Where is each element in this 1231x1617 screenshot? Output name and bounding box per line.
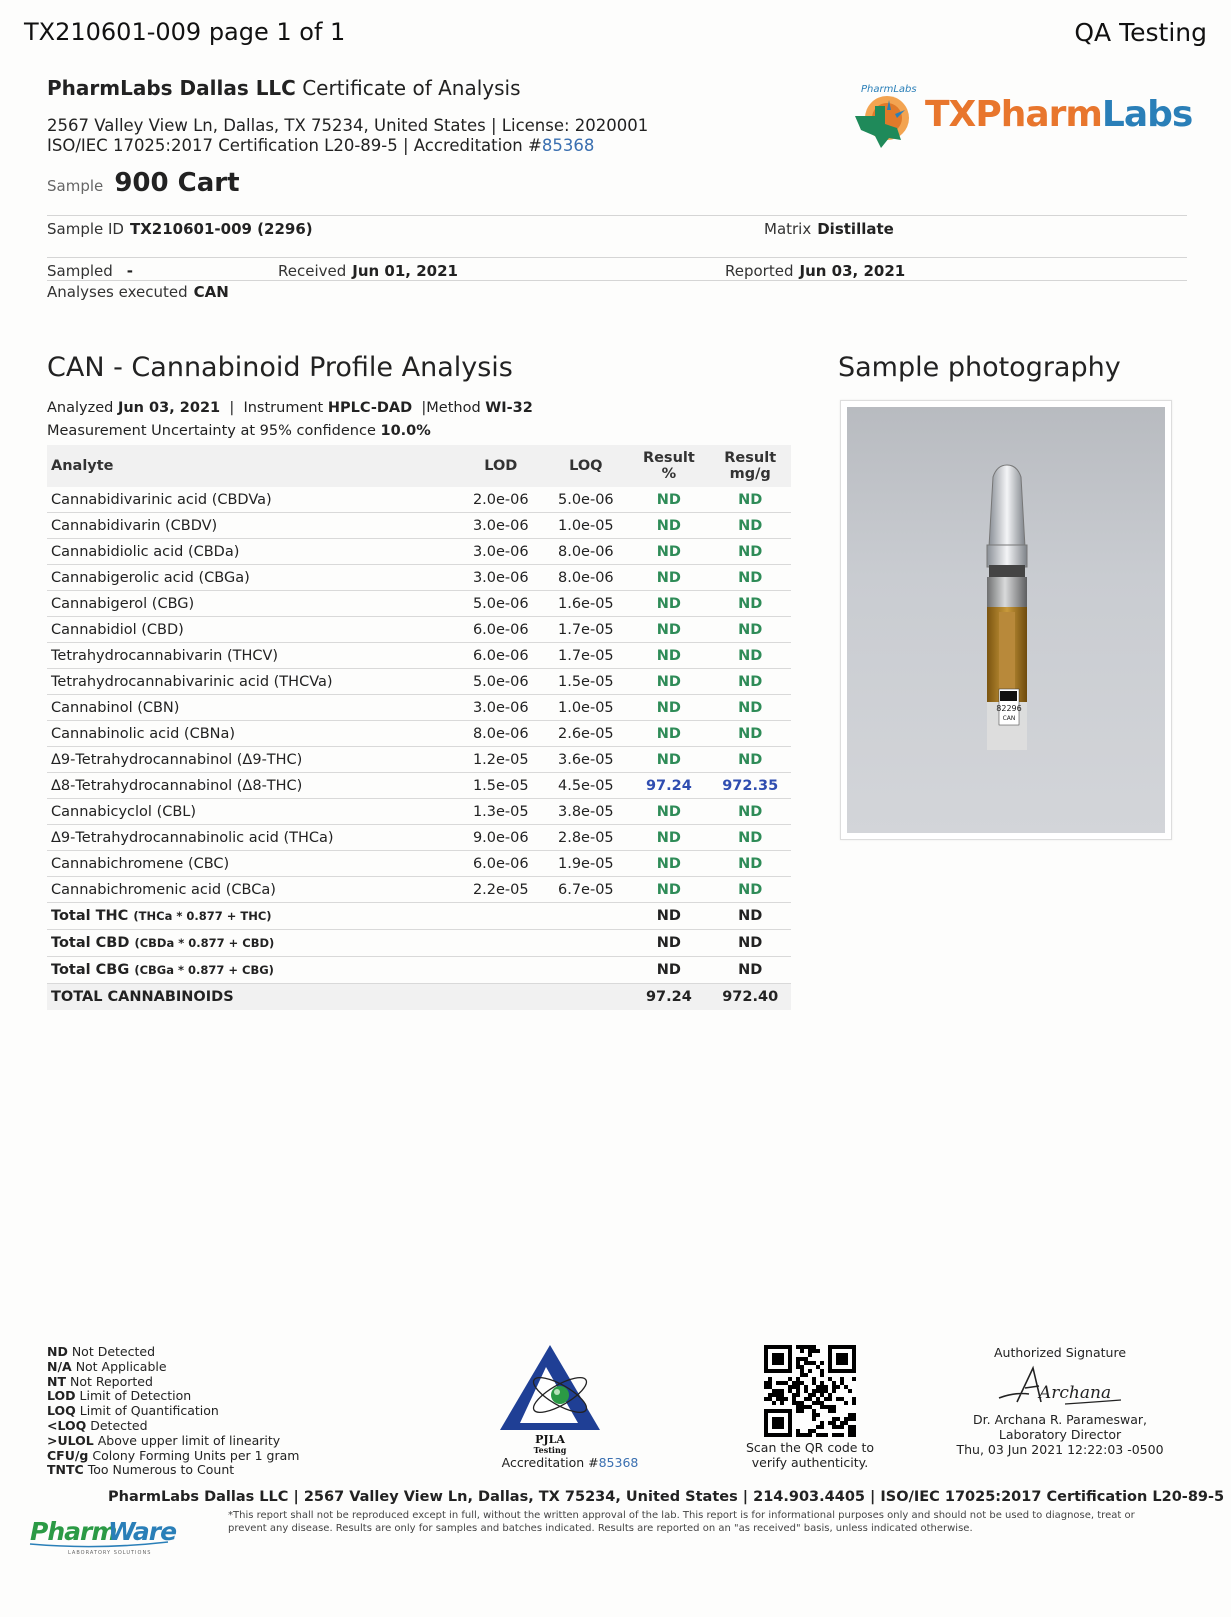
sampled-value: - xyxy=(126,262,133,280)
total-mgg-cell: ND xyxy=(709,957,791,984)
analyte-cell: Δ9-Tetrahydrocannabinol (Δ9-THC) xyxy=(47,747,458,773)
total-row xyxy=(47,957,791,984)
pjla-accreditation xyxy=(490,1455,650,1470)
total-mgg-cell: ND xyxy=(709,903,791,930)
sample-photo-frame xyxy=(840,400,1172,840)
texas-emblem-icon xyxy=(845,76,925,156)
total-label: Total CBG xyxy=(51,962,130,978)
legend-item xyxy=(47,1360,299,1375)
analyte-cell: Cannabigerolic acid (CBGa) xyxy=(47,565,458,591)
doc-title: Certificate of Analysis xyxy=(302,76,521,100)
divider xyxy=(47,257,1187,258)
sample-photo xyxy=(847,407,1165,833)
accreditation-link[interactable]: 85368 xyxy=(541,136,595,155)
legend-item xyxy=(47,1434,299,1449)
result-pct-cell: ND xyxy=(628,721,709,747)
result-pct-cell: ND xyxy=(628,565,709,591)
uncertainty-label: Measurement Uncertainty at 95% confidence xyxy=(47,423,376,439)
sample-label: Sample xyxy=(47,177,104,195)
analysis-meta: Analyzed Jun 03, 2021 | Instrument HPLC-DAD |Method WI-32 xyxy=(47,400,533,416)
pharmware-logo-icon xyxy=(28,1510,178,1560)
total-label: Total CBD xyxy=(51,935,130,951)
signer-name: Dr. Archana R. Parameswar, xyxy=(973,1412,1147,1427)
table-row xyxy=(47,513,791,539)
col-result-mgg xyxy=(709,445,791,487)
table-row xyxy=(47,695,791,721)
reported-value: Jun 03, 2021 xyxy=(799,262,906,280)
result-mgg-cell: 972.35 xyxy=(709,773,791,799)
result-mgg-cell: ND xyxy=(709,565,791,591)
loq-cell: 1.6e-05 xyxy=(543,591,628,617)
total-label-cell xyxy=(47,957,458,984)
result-mgg-cell: ND xyxy=(709,591,791,617)
matrix-value: Distillate xyxy=(817,220,894,238)
analyte-cell: Cannabidivarin (CBDV) xyxy=(47,513,458,539)
legend-text: Limit of Detection xyxy=(79,1388,192,1404)
empty-cell xyxy=(543,903,628,930)
received-value: Jun 01, 2021 xyxy=(352,262,458,280)
lod-cell: 2.2e-05 xyxy=(458,877,543,903)
lod-cell: 6.0e-06 xyxy=(458,617,543,643)
loq-cell: 8.0e-06 xyxy=(543,539,628,565)
table-row xyxy=(47,825,791,851)
analyte-cell: Cannabinol (CBN) xyxy=(47,695,458,721)
legend-item xyxy=(47,1463,299,1478)
table-row xyxy=(47,539,791,565)
empty-cell xyxy=(458,984,543,1011)
table-row xyxy=(47,565,791,591)
legend-abbr: LOQ xyxy=(47,1403,76,1419)
empty-cell xyxy=(458,930,543,957)
result-pct-cell: ND xyxy=(628,487,709,513)
analyte-cell: Cannabidivarinic acid (CBDVa) xyxy=(47,487,458,513)
loq-cell: 8.0e-06 xyxy=(543,565,628,591)
photo-title: Sample photography xyxy=(838,352,1121,383)
result-mgg-cell: ND xyxy=(709,487,791,513)
legend-abbr: ND xyxy=(47,1344,68,1359)
divider xyxy=(47,215,1187,216)
total-row xyxy=(47,930,791,957)
total-formula: (THCa * 0.877 + THC) xyxy=(133,909,272,923)
legend-item xyxy=(47,1375,299,1390)
legend-text: Too Numerous to Count xyxy=(87,1462,235,1478)
empty-cell xyxy=(543,984,628,1011)
signer-title: Laboratory Director xyxy=(998,1427,1122,1442)
result-pct-cell: ND xyxy=(628,877,709,903)
sample-title-row xyxy=(47,168,240,198)
legend-item xyxy=(47,1419,299,1434)
col-pct-unit: % xyxy=(661,466,677,482)
loq-cell: 1.5e-05 xyxy=(543,669,628,695)
analyte-cell: Cannabigerol (CBG) xyxy=(47,591,458,617)
loq-cell: 1.0e-05 xyxy=(543,695,628,721)
lod-cell: 6.0e-06 xyxy=(458,643,543,669)
uncertainty xyxy=(47,423,431,439)
result-pct-cell: ND xyxy=(628,617,709,643)
loq-cell: 4.5e-05 xyxy=(543,773,628,799)
instrument-label: Instrument xyxy=(243,400,324,416)
analyses-label: Analyses executed xyxy=(47,283,188,301)
vape-cartridge-image xyxy=(847,407,1165,833)
result-pct-cell: ND xyxy=(628,513,709,539)
method-value: WI-32 xyxy=(485,400,533,416)
col-mgg-unit: mg/g xyxy=(729,466,771,482)
lab-heading xyxy=(47,76,521,100)
uncertainty-value: 10.0% xyxy=(380,423,431,439)
total-pct-cell: ND xyxy=(628,903,709,930)
legend-item xyxy=(47,1345,299,1360)
result-mgg-cell: ND xyxy=(709,539,791,565)
analyte-cell: Tetrahydrocannabivarin (THCV) xyxy=(47,643,458,669)
qa-label: QA Testing xyxy=(1074,18,1207,47)
analyte-cell: Δ8-Tetrahydrocannabinol (Δ8-THC) xyxy=(47,773,458,799)
analyte-cell: Δ9-Tetrahydrocannabinolic acid (THCa) xyxy=(47,825,458,851)
col-analyte: Analyte xyxy=(47,445,458,487)
total-label-cell xyxy=(47,903,458,930)
total-row xyxy=(47,903,791,930)
total-label-cell xyxy=(47,984,458,1011)
pjla-acc-prefix: Accreditation # xyxy=(501,1455,599,1470)
result-mgg-cell: ND xyxy=(709,721,791,747)
legend-text: Limit of Quantification xyxy=(79,1403,219,1419)
logo-wordmark xyxy=(925,94,1192,135)
legend-item xyxy=(47,1404,299,1419)
pjla-logo xyxy=(498,1345,628,1465)
handwritten-signature xyxy=(995,1362,1125,1410)
analyses-executed xyxy=(47,283,229,301)
empty-cell xyxy=(543,957,628,984)
result-mgg-cell: ND xyxy=(709,617,791,643)
result-mgg-cell: ND xyxy=(709,877,791,903)
table-row xyxy=(47,617,791,643)
legend-text: Detected xyxy=(90,1417,148,1433)
analyte-cell: Cannabidiol (CBD) xyxy=(47,617,458,643)
lab-name: PharmLabs Dallas LLC xyxy=(47,76,296,100)
loq-cell: 3.6e-05 xyxy=(543,747,628,773)
total-formula: (CBGa * 0.877 + CBG) xyxy=(134,963,274,977)
loq-cell: 6.7e-05 xyxy=(543,877,628,903)
signature-timestamp: Thu, 03 Jun 2021 12:22:03 -0500 xyxy=(956,1442,1164,1457)
loq-cell: 1.9e-05 xyxy=(543,851,628,877)
page-id: TX210601-009 page 1 of 1 xyxy=(24,18,346,46)
pharmware-pharm: Pharm xyxy=(30,1517,117,1546)
sample-id xyxy=(47,220,313,238)
legend-abbr: N/A xyxy=(47,1358,72,1374)
received xyxy=(278,262,458,280)
analyses-value: CAN xyxy=(193,283,229,301)
lod-cell: 1.5e-05 xyxy=(458,773,543,799)
empty-cell xyxy=(458,903,543,930)
result-mgg-cell: ND xyxy=(709,513,791,539)
analyte-cell: Cannabicyclol (CBL) xyxy=(47,799,458,825)
result-pct-cell: ND xyxy=(628,747,709,773)
table-row xyxy=(47,773,791,799)
total-label: TOTAL CANNABINOIDS xyxy=(51,989,234,1005)
footer-disclaimer: *This report shall not be reproduced except in full, without the written approval of the lab. This report is for informational purposes only and should not be used to diagnose, treat or prevent any disease. Results are only for samples and batches indicated. Results are reported on an "as received" basis, unless indicated otherwise. xyxy=(228,1510,1135,1534)
legend-abbr: LOD xyxy=(47,1388,76,1404)
lod-cell: 6.0e-06 xyxy=(458,851,543,877)
pjla-acc-number[interactable]: 85368 xyxy=(598,1455,639,1470)
matrix xyxy=(764,220,894,238)
legend-abbr: NT xyxy=(47,1373,66,1389)
reported-label: Reported xyxy=(725,262,794,280)
result-pct-cell: 97.24 xyxy=(628,773,709,799)
table-row xyxy=(47,669,791,695)
lod-cell: 2.0e-06 xyxy=(458,487,543,513)
col-loq: LOQ xyxy=(543,445,628,487)
table-header xyxy=(47,445,791,487)
result-pct-cell: ND xyxy=(628,825,709,851)
sampled xyxy=(47,262,133,280)
lod-cell: 3.0e-06 xyxy=(458,539,543,565)
table-body xyxy=(47,487,791,1010)
loq-cell: 5.0e-06 xyxy=(543,487,628,513)
total-pct-cell: ND xyxy=(628,957,709,984)
table-row xyxy=(47,487,791,513)
legend-text: Above upper limit of linearity xyxy=(97,1432,281,1448)
result-pct-cell: ND xyxy=(628,851,709,877)
analyzed-value: Jun 03, 2021 xyxy=(117,400,221,416)
total-label-cell xyxy=(47,930,458,957)
total-mgg-cell: 972.40 xyxy=(709,984,791,1011)
cart-label-code: CAN xyxy=(1002,715,1016,722)
abbreviation-legend xyxy=(47,1345,299,1478)
analyzed-label: Analyzed xyxy=(47,400,114,416)
lod-cell: 3.0e-06 xyxy=(458,695,543,721)
qr-line1: Scan the QR code to xyxy=(745,1440,874,1455)
pharmware-logo xyxy=(28,1510,178,1560)
table-row xyxy=(47,721,791,747)
result-pct-cell: ND xyxy=(628,539,709,565)
col-lod: LOD xyxy=(458,445,543,487)
analyte-cell: Cannabichromenic acid (CBCa) xyxy=(47,877,458,903)
pjla-triangle-icon xyxy=(498,1345,628,1455)
result-pct-cell: ND xyxy=(628,799,709,825)
legend-abbr: TNTC xyxy=(47,1462,84,1478)
lod-cell: 8.0e-06 xyxy=(458,721,543,747)
signature-heading: Authorized Signature xyxy=(993,1345,1127,1360)
pjla-sub: Testing xyxy=(533,1445,567,1455)
col-result-label: Result xyxy=(724,450,777,466)
col-result-label: Result xyxy=(642,450,695,466)
col-result-pct xyxy=(628,445,709,487)
table-row xyxy=(47,747,791,773)
sample-id-value: TX210601-009 (2296) xyxy=(130,220,313,238)
qr-code[interactable] xyxy=(764,1345,856,1437)
result-mgg-cell: ND xyxy=(709,851,791,877)
loq-cell: 2.6e-05 xyxy=(543,721,628,747)
loq-cell: 3.8e-05 xyxy=(543,799,628,825)
qr-caption xyxy=(740,1440,880,1470)
empty-cell xyxy=(543,930,628,957)
result-pct-cell: ND xyxy=(628,669,709,695)
matrix-label: Matrix xyxy=(764,220,812,238)
total-row xyxy=(47,984,791,1011)
legend-abbr: >ULOL xyxy=(47,1432,94,1448)
result-mgg-cell: ND xyxy=(709,695,791,721)
analyte-cell: Tetrahydrocannabivarinic acid (THCVa) xyxy=(47,669,458,695)
logo-labs: Labs xyxy=(1101,94,1193,135)
cart-label-number: 82296 xyxy=(996,704,1022,713)
result-mgg-cell: ND xyxy=(709,747,791,773)
lod-cell: 1.2e-05 xyxy=(458,747,543,773)
table-row xyxy=(47,643,791,669)
loq-cell: 1.7e-05 xyxy=(543,643,628,669)
analysis-title: CAN - Cannabinoid Profile Analysis xyxy=(47,352,513,383)
footer-main: PharmLabs Dallas LLC | 2567 Valley View Ln, Dallas, TX 75234, United States | 214.903.4405 | ISO/IEC 17025:2017 Certification L20-89-5 xyxy=(108,1489,1225,1505)
pharmware-ware: Ware xyxy=(108,1517,177,1546)
total-pct-cell: ND xyxy=(628,930,709,957)
legend-abbr: <LOQ xyxy=(47,1417,87,1433)
result-mgg-cell: ND xyxy=(709,799,791,825)
reported xyxy=(725,262,905,280)
legend-text: Colony Forming Units per 1 gram xyxy=(92,1447,300,1463)
pharmware-tag: LABORATORY SOLUTIONS xyxy=(68,1550,152,1556)
table-row xyxy=(47,799,791,825)
result-mgg-cell: ND xyxy=(709,643,791,669)
lod-cell: 5.0e-06 xyxy=(458,669,543,695)
lab-certification xyxy=(47,136,594,155)
result-mgg-cell: ND xyxy=(709,669,791,695)
analyte-cell: Cannabidiolic acid (CBDa) xyxy=(47,539,458,565)
logo-tx: TX xyxy=(925,94,976,135)
received-label: Received xyxy=(278,262,347,280)
legend-item xyxy=(47,1449,299,1464)
signature-script: Archana xyxy=(1039,1383,1112,1403)
loq-cell: 2.8e-05 xyxy=(543,825,628,851)
lod-cell: 3.0e-06 xyxy=(458,513,543,539)
total-formula: (CBDa * 0.877 + CBD) xyxy=(134,936,275,950)
pjla-name: PJLA xyxy=(535,1433,565,1446)
sampled-label: Sampled xyxy=(47,262,113,280)
lab-address: 2567 Valley View Ln, Dallas, TX 75234, United States | License: 2020001 xyxy=(47,116,649,135)
legend-abbr: CFU/g xyxy=(47,1447,89,1463)
cert-prefix: ISO/IEC 17025:2017 Certification L20-89-5 | Accreditation # xyxy=(47,136,542,155)
txpharmlabs-logo xyxy=(845,76,1193,156)
cannabinoid-table xyxy=(47,445,791,1010)
logo-arc-text: PharmLabs xyxy=(861,84,917,95)
loq-cell: 1.0e-05 xyxy=(543,513,628,539)
total-mgg-cell: ND xyxy=(709,930,791,957)
qr-line2: verify authenticity. xyxy=(751,1455,869,1470)
result-pct-cell: ND xyxy=(628,643,709,669)
sample-id-label: Sample ID xyxy=(47,220,124,238)
lod-cell: 3.0e-06 xyxy=(458,565,543,591)
legend-item xyxy=(47,1389,299,1404)
result-pct-cell: ND xyxy=(628,591,709,617)
lod-cell: 1.3e-05 xyxy=(458,799,543,825)
table-row xyxy=(47,851,791,877)
divider xyxy=(47,280,1187,281)
legend-text: Not Applicable xyxy=(75,1358,167,1374)
empty-cell xyxy=(458,957,543,984)
analyte-cell: Cannabichromene (CBC) xyxy=(47,851,458,877)
legend-text: Not Detected xyxy=(71,1344,156,1359)
result-pct-cell: ND xyxy=(628,695,709,721)
sample-name: 900 Cart xyxy=(114,168,240,198)
result-mgg-cell: ND xyxy=(709,825,791,851)
qr-code-icon xyxy=(764,1345,856,1437)
logo-pharm: Pharm xyxy=(975,94,1102,135)
total-pct-cell: 97.24 xyxy=(628,984,709,1011)
instrument-value: HPLC-DAD xyxy=(327,400,413,416)
table-row xyxy=(47,877,791,903)
total-label: Total THC xyxy=(51,908,129,924)
legend-text: Not Reported xyxy=(69,1373,153,1389)
table-row xyxy=(47,591,791,617)
method-label: Method xyxy=(426,400,481,416)
lod-cell: 9.0e-06 xyxy=(458,825,543,851)
lod-cell: 5.0e-06 xyxy=(458,591,543,617)
loq-cell: 1.7e-05 xyxy=(543,617,628,643)
analyte-cell: Cannabinolic acid (CBNa) xyxy=(47,721,458,747)
